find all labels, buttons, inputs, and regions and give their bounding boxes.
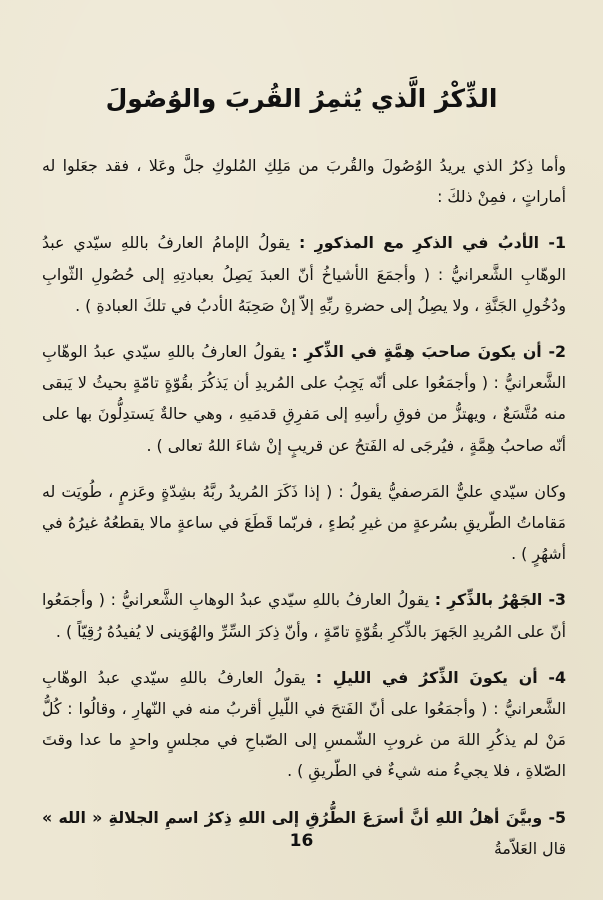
- list-item-3-lead: 3- الجَهْرُ بالذِّكرِ :: [434, 590, 567, 610]
- list-item-4: [42, 662, 566, 787]
- body-text: [42, 150, 566, 864]
- intro-paragraph: وأما ذِكرُ الذي يريدُ الوُصُولَ والقُربَ من مَلِكِ المُلوكِ جلَّ وعَلا ، فقد جعَلوا له أماراتٍ ، فمِنْ ذلكَ :: [42, 156, 566, 207]
- list-item-3: [42, 584, 566, 646]
- list-item-3-text: يقولُ العارفُ باللهِ سيّدي عبدُ الوهابِ الشَّعرانيُّ : ( وأجمَعُوا أنّ على المُريدِ الجَهرَ بالذِّكرِ بقُوّةٍ تامّةٍ ، وأنّ ذِكرَ السِّرِّ والهُوَينى لا يُفيدُهُ رُقِيّاً ) .: [42, 590, 566, 641]
- page-number: 16: [289, 831, 314, 851]
- list-item-2-lead: 2- أن يكونَ صاحبَ هِمَّةٍ في الذِّكرِ :: [291, 342, 566, 362]
- list-item-1-lead: 1- الأدبُ في الذكرِ مع المذكورِ :: [298, 233, 566, 253]
- list-item-5-lead: 5- وبيَّنَ أهلُ اللهِ أنَّ أسرَعَ الطُّرُقِ إلى اللهِ ذِكرُ اسمِ الجلالةِ « الله »: [42, 807, 566, 827]
- list-item-4-text: يقولُ العارفُ باللهِ سيّدي عبدُ الوهّابِ الشَّعرانيُّ : ( وأجمَعُوا على أنّ الفَتحَ في اللّيلِ أقربُ منه في النّهارِ ، وقالُوا : كُلُّ مَنْ لم يذكُرِ اللهَ من غروبِ الشّمسِ إلى الصّباحِ في مجلسٍ واحدٍ ما عدا وقتَ الصّلاةِ ، فلا يجيءُ منه شيءٌ في الطّريقِ ) .: [42, 667, 566, 781]
- list-item-5-text: قال العَلاّمةُ: [493, 838, 566, 858]
- list-item-2: [42, 336, 566, 461]
- list-item-4-lead: 4- أن يكونَ الذِّكرُ في الليلِ :: [315, 667, 566, 687]
- section-heading: الذِّكْرُ الَّذي يُثمِرُ القُربَ والوُصُولَ: [105, 84, 498, 113]
- list-item-1-text: يقولُ الإمامُ العارفُ باللهِ سيّدي عبدُ الوهّابِ الشَّعرانيُّ : ( وأجمَعَ الأشياخُ أنّ العبدَ يَصِلُ بعبادتِهِ إلى حُصُولِ الثّوابِ ودُخُولِ الجَنَّةِ ، ولا يصِلُ إلى حضرةِ ربِّهِ إلاّ إنْ صَحِبَهُ الأدبُ في تلكَ العبادةِ ) .: [42, 233, 566, 315]
- list-item-1: [42, 227, 566, 321]
- list-item-2-followup: وكان سيّدي عليٌّ المَرصفيُّ يقولُ : ( إذا ذَكَرَ المُريدُ ربَّهُ بشِدّةٍ وعَزمٍ ، طُويَت له مَقاماتُ الطّريقِ بسُرعةٍ من غيرِ بُطءٍ ، فربّما قَطَعَ في ساعةٍ مالا يقطعُهُ غيرُهُ في أشهُرٍ ) .: [42, 481, 566, 564]
- list-item-2-text: يقولُ العارفُ باللهِ سيّدي عبدُ الوهّابِ الشَّعرانيُّ : ( وأجمَعُوا على أنّه يَجِبُ على المُريدِ أن يَذكُرَ بقُوّةٍ تامّةٍ بحيثُ لا يَبقى منه مُتَّسَعٌ ، ويهتزُّ من فوقِ رأسِهِ إلى مَفرِقِ قدمَيهِ ، وهي حالةٌ يَستدِلُّونَ بها على أنّه صاحبُ هِمَّةٍ ، فيُرجَى له الفَتحُ عن قريبٍ إنْ شاءَ اللهُ تعالى ) .: [42, 342, 566, 455]
